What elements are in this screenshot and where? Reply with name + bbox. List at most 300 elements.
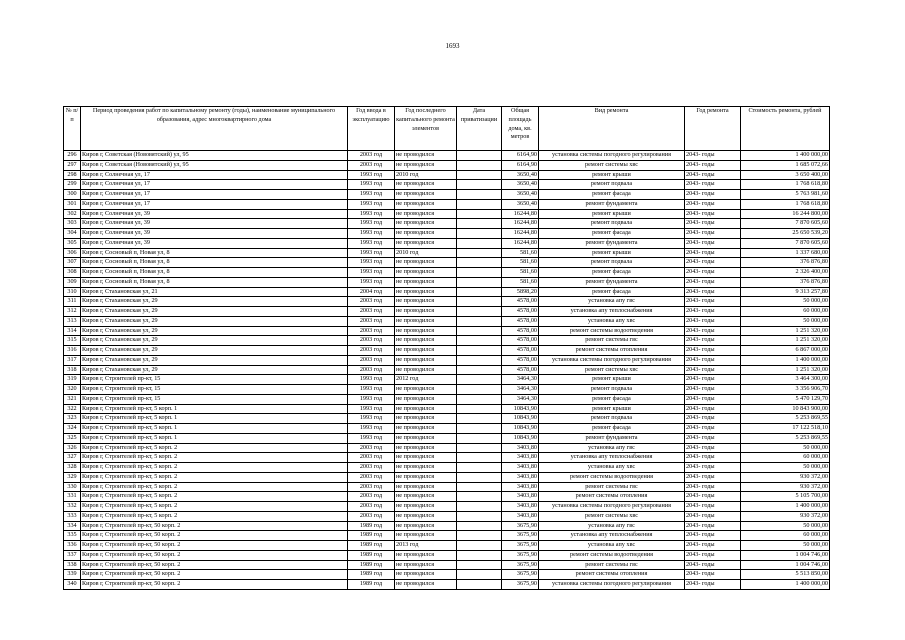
- row-repair-type: ремонт системы хвс: [539, 365, 685, 375]
- row-privatization-date: [457, 414, 502, 424]
- row-repair-cost: 1 004 746,00: [741, 550, 830, 560]
- table-row: [64, 404, 830, 414]
- row-total-area: 3403,80: [502, 492, 539, 502]
- row-repair-cost: 60 000,00: [741, 307, 830, 317]
- row-repair-type: ремонт фасада: [539, 190, 685, 200]
- row-repair-cost: 60 000,00: [741, 531, 830, 541]
- row-last-repair-year: не проводился: [395, 560, 457, 570]
- row-commission-year: 2003 год: [348, 511, 395, 521]
- row-total-area: 3650,40: [502, 170, 539, 180]
- row-total-area: 3675,90: [502, 550, 539, 560]
- row-number: 302: [64, 209, 81, 219]
- table-row: [64, 414, 830, 424]
- row-repair-year: 2043- годы: [685, 541, 741, 551]
- row-number: 331: [64, 492, 81, 502]
- row-repair-cost: 5 105 700,00: [741, 492, 830, 502]
- row-repair-type: установка апу хвс: [539, 541, 685, 551]
- row-last-repair-year: не проводился: [395, 219, 457, 229]
- row-total-area: 3403,80: [502, 472, 539, 482]
- row-repair-type: установка апу гвс: [539, 297, 685, 307]
- row-repair-type: ремонт подвала: [539, 180, 685, 190]
- row-last-repair-year: 2013 год: [395, 541, 457, 551]
- row-repair-type: ремонт крыши: [539, 170, 685, 180]
- row-last-repair-year: не проводился: [395, 209, 457, 219]
- row-commission-year: 2003 год: [348, 365, 395, 375]
- row-privatization-date: [457, 199, 502, 209]
- row-last-repair-year: не проводился: [395, 346, 457, 356]
- row-address: Киров г, Строителей пр-кт, 5 корп. 2: [81, 502, 348, 512]
- row-last-repair-year: не проводился: [395, 443, 457, 453]
- row-repair-cost: 376 876,80: [741, 258, 830, 268]
- row-repair-cost: 1 004 746,00: [741, 560, 830, 570]
- row-repair-type: ремонт фасада: [539, 229, 685, 239]
- row-privatization-date: [457, 463, 502, 473]
- row-number: 297: [64, 160, 81, 170]
- row-address: Киров г, Строителей пр-кт, 5 корп. 2: [81, 472, 348, 482]
- row-privatization-date: [457, 326, 502, 336]
- row-number: 320: [64, 385, 81, 395]
- row-total-area: 4578,00: [502, 336, 539, 346]
- row-commission-year: 1993 год: [348, 209, 395, 219]
- row-last-repair-year: не проводился: [395, 180, 457, 190]
- row-address: Киров г, Стахановская ул, 29: [81, 346, 348, 356]
- row-address: Киров г, Сосновый п, Новая ул, 8: [81, 248, 348, 258]
- row-last-repair-year: не проводился: [395, 238, 457, 248]
- table-row: [64, 229, 830, 239]
- row-address: Киров г, Строителей пр-кт, 5 корп. 1: [81, 433, 348, 443]
- row-repair-type: ремонт фасада: [539, 394, 685, 404]
- row-repair-cost: 6 867 000,00: [741, 346, 830, 356]
- table-row: [64, 394, 830, 404]
- row-repair-type: ремонт крыши: [539, 209, 685, 219]
- row-commission-year: 1993 год: [348, 229, 395, 239]
- row-last-repair-year: не проводился: [395, 258, 457, 268]
- row-repair-year: 2043- годы: [685, 199, 741, 209]
- row-total-area: 3675,90: [502, 531, 539, 541]
- row-repair-cost: 1 400 000,00: [741, 502, 830, 512]
- row-total-area: 3403,80: [502, 482, 539, 492]
- table-row: [64, 433, 830, 443]
- table-row: [64, 316, 830, 326]
- row-privatization-date: [457, 472, 502, 482]
- row-repair-type: ремонт фасада: [539, 287, 685, 297]
- header-total-area: Общая площадь дома, кв. метров: [502, 107, 539, 151]
- row-privatization-date: [457, 336, 502, 346]
- row-number: 304: [64, 229, 81, 239]
- row-repair-type: ремонт системы водоотведения: [539, 472, 685, 482]
- row-total-area: 16244,80: [502, 238, 539, 248]
- row-commission-year: 1993 год: [348, 375, 395, 385]
- row-repair-cost: 1 768 618,80: [741, 180, 830, 190]
- row-repair-cost: 7 870 605,60: [741, 219, 830, 229]
- row-last-repair-year: не проводился: [395, 472, 457, 482]
- row-repair-cost: 3 650 400,00: [741, 170, 830, 180]
- row-address: Киров г, Строителей пр-кт, 50 корп. 2: [81, 521, 348, 531]
- header-repair-year: Год ремонта: [685, 107, 741, 151]
- row-repair-type: установка апу теплоснабжения: [539, 531, 685, 541]
- row-repair-year: 2043- годы: [685, 453, 741, 463]
- row-repair-year: 2043- годы: [685, 482, 741, 492]
- row-commission-year: 1993 год: [348, 258, 395, 268]
- row-number: 306: [64, 248, 81, 258]
- row-repair-type: ремонт системы водоотведения: [539, 326, 685, 336]
- row-number: 299: [64, 180, 81, 190]
- row-repair-type: установка апу теплоснабжения: [539, 307, 685, 317]
- row-commission-year: 1989 год: [348, 531, 395, 541]
- row-privatization-date: [457, 151, 502, 161]
- row-last-repair-year: 2010 год: [395, 170, 457, 180]
- table-row: [64, 297, 830, 307]
- row-repair-cost: 1 400 000,00: [741, 355, 830, 365]
- page-number: 1693: [445, 42, 460, 50]
- row-repair-cost: 930 372,00: [741, 511, 830, 521]
- row-commission-year: 1993 год: [348, 424, 395, 434]
- row-repair-cost: 930 372,00: [741, 472, 830, 482]
- row-address: Киров г, Солнечная ул, 17: [81, 199, 348, 209]
- row-repair-year: 2043- годы: [685, 326, 741, 336]
- row-commission-year: 1993 год: [348, 248, 395, 258]
- row-last-repair-year: не проводился: [395, 326, 457, 336]
- row-privatization-date: [457, 297, 502, 307]
- row-total-area: 3403,80: [502, 511, 539, 521]
- row-number: 327: [64, 453, 81, 463]
- row-privatization-date: [457, 502, 502, 512]
- row-total-area: 581,60: [502, 248, 539, 258]
- row-total-area: 10843,90: [502, 424, 539, 434]
- row-repair-type: ремонт системы хвс: [539, 511, 685, 521]
- row-commission-year: 2003 год: [348, 482, 395, 492]
- row-commission-year: 1989 год: [348, 550, 395, 560]
- row-repair-cost: 50 000,00: [741, 463, 830, 473]
- header-commission-year: Год ввода в эксплуатацию: [348, 107, 395, 151]
- row-repair-type: установка апу хвс: [539, 463, 685, 473]
- row-repair-year: 2043- годы: [685, 297, 741, 307]
- row-total-area: 3403,80: [502, 463, 539, 473]
- row-commission-year: 2003 год: [348, 316, 395, 326]
- row-repair-type: ремонт подвала: [539, 258, 685, 268]
- row-privatization-date: [457, 511, 502, 521]
- header-repair-cost: Стоимость ремонта, рублей: [741, 107, 830, 151]
- row-repair-year: 2043- годы: [685, 424, 741, 434]
- row-total-area: 4578,00: [502, 326, 539, 336]
- row-last-repair-year: не проводился: [395, 433, 457, 443]
- table-row: [64, 199, 830, 209]
- row-commission-year: 1989 год: [348, 580, 395, 590]
- row-repair-year: 2043- годы: [685, 394, 741, 404]
- row-privatization-date: [457, 277, 502, 287]
- row-address: Киров г, Строителей пр-кт, 15: [81, 394, 348, 404]
- row-privatization-date: [457, 238, 502, 248]
- row-commission-year: 2003 год: [348, 463, 395, 473]
- row-repair-year: 2043- годы: [685, 316, 741, 326]
- row-privatization-date: [457, 560, 502, 570]
- row-address: Киров г, Стахановская ул, 29: [81, 336, 348, 346]
- table-row: [64, 209, 830, 219]
- row-repair-cost: 50 000,00: [741, 541, 830, 551]
- row-address: Киров г, Солнечная ул, 39: [81, 229, 348, 239]
- table-row: [64, 541, 830, 551]
- row-total-area: 3403,80: [502, 443, 539, 453]
- header-privatization-date: Дата приватизации: [457, 107, 502, 151]
- row-repair-type: ремонт системы отопления: [539, 570, 685, 580]
- row-privatization-date: [457, 287, 502, 297]
- row-last-repair-year: не проводился: [395, 492, 457, 502]
- table-row: [64, 190, 830, 200]
- row-repair-cost: 1 768 618,80: [741, 199, 830, 209]
- row-repair-cost: 25 650 539,20: [741, 229, 830, 239]
- row-last-repair-year: не проводился: [395, 355, 457, 365]
- row-privatization-date: [457, 394, 502, 404]
- row-last-repair-year: не проводился: [395, 394, 457, 404]
- row-repair-year: 2043- годы: [685, 570, 741, 580]
- row-total-area: 3650,40: [502, 190, 539, 200]
- row-address: Киров г, Солнечная ул, 17: [81, 170, 348, 180]
- row-number: 328: [64, 463, 81, 473]
- row-number: 337: [64, 550, 81, 560]
- row-number: 323: [64, 414, 81, 424]
- row-last-repair-year: не проводился: [395, 570, 457, 580]
- row-last-repair-year: не проводился: [395, 160, 457, 170]
- row-repair-type: ремонт системы гвс: [539, 336, 685, 346]
- table-row: [64, 355, 830, 365]
- row-number: 322: [64, 404, 81, 414]
- row-repair-year: 2043- годы: [685, 229, 741, 239]
- row-repair-year: 2043- годы: [685, 258, 741, 268]
- header-last-repair-year: Год последнего капитального ремонта элементов: [395, 107, 457, 151]
- row-repair-type: ремонт системы хвс: [539, 160, 685, 170]
- row-commission-year: 1989 год: [348, 541, 395, 551]
- row-commission-year: 1993 год: [348, 199, 395, 209]
- row-repair-year: 2043- годы: [685, 219, 741, 229]
- row-last-repair-year: не проводился: [395, 307, 457, 317]
- row-address: Киров г, Стахановская ул, 29: [81, 326, 348, 336]
- row-total-area: 3675,90: [502, 580, 539, 590]
- row-last-repair-year: не проводился: [395, 287, 457, 297]
- row-repair-type: ремонт фасада: [539, 268, 685, 278]
- row-privatization-date: [457, 385, 502, 395]
- row-repair-year: 2043- годы: [685, 170, 741, 180]
- row-last-repair-year: не проводился: [395, 336, 457, 346]
- row-commission-year: 1993 год: [348, 180, 395, 190]
- row-repair-type: ремонт системы водоотведения: [539, 550, 685, 560]
- table-row: [64, 443, 830, 453]
- table-row: [64, 365, 830, 375]
- row-commission-year: 2003 год: [348, 307, 395, 317]
- table-row: [64, 424, 830, 434]
- row-privatization-date: [457, 541, 502, 551]
- header-repair-type: Вид ремонта: [539, 107, 685, 151]
- row-address: Киров г, Стахановская ул, 29: [81, 316, 348, 326]
- row-commission-year: 1993 год: [348, 277, 395, 287]
- row-total-area: 4578,00: [502, 365, 539, 375]
- row-repair-year: 2043- годы: [685, 560, 741, 570]
- row-repair-year: 2043- годы: [685, 414, 741, 424]
- row-last-repair-year: не проводился: [395, 482, 457, 492]
- row-last-repair-year: не проводился: [395, 424, 457, 434]
- row-address: Киров г, Солнечная ул, 17: [81, 190, 348, 200]
- table-row: [64, 482, 830, 492]
- row-repair-year: 2043- годы: [685, 355, 741, 365]
- row-commission-year: 1993 год: [348, 219, 395, 229]
- table-row: [64, 151, 830, 161]
- row-repair-year: 2043- годы: [685, 550, 741, 560]
- row-commission-year: 2003 год: [348, 151, 395, 161]
- row-repair-cost: 3 356 906,70: [741, 385, 830, 395]
- row-privatization-date: [457, 404, 502, 414]
- row-repair-cost: 376 876,80: [741, 277, 830, 287]
- row-repair-cost: 1 251 320,00: [741, 336, 830, 346]
- row-privatization-date: [457, 268, 502, 278]
- row-privatization-date: [457, 443, 502, 453]
- row-repair-type: установка системы погодного регулирования: [539, 355, 685, 365]
- row-address: Киров г, Сосновый п, Новая ул, 8: [81, 268, 348, 278]
- row-number: 329: [64, 472, 81, 482]
- row-address: Киров г, Советская (Нововятский) ул, 95: [81, 160, 348, 170]
- row-repair-year: 2043- годы: [685, 463, 741, 473]
- row-total-area: 3675,90: [502, 570, 539, 580]
- row-address: Киров г, Советская (Нововятский) ул, 95: [81, 151, 348, 161]
- row-address: Киров г, Строителей пр-кт, 50 корп. 2: [81, 580, 348, 590]
- row-address: Киров г, Стахановская ул, 21: [81, 287, 348, 297]
- row-last-repair-year: не проводился: [395, 190, 457, 200]
- row-last-repair-year: не проводился: [395, 414, 457, 424]
- row-total-area: 4578,00: [502, 307, 539, 317]
- row-commission-year: 2003 год: [348, 492, 395, 502]
- row-repair-year: 2043- годы: [685, 277, 741, 287]
- row-total-area: 16244,80: [502, 229, 539, 239]
- row-last-repair-year: не проводился: [395, 550, 457, 560]
- row-address: Киров г, Строителей пр-кт, 50 корп. 2: [81, 550, 348, 560]
- row-commission-year: 1989 год: [348, 560, 395, 570]
- row-repair-year: 2043- годы: [685, 531, 741, 541]
- row-address: Киров г, Строителей пр-кт, 5 корп. 1: [81, 424, 348, 434]
- row-privatization-date: [457, 570, 502, 580]
- row-repair-year: 2043- годы: [685, 190, 741, 200]
- row-total-area: 6164,90: [502, 160, 539, 170]
- row-repair-cost: 9 313 257,80: [741, 287, 830, 297]
- row-repair-cost: 16 244 800,00: [741, 209, 830, 219]
- row-number: 318: [64, 365, 81, 375]
- row-total-area: 3675,90: [502, 521, 539, 531]
- row-repair-year: 2043- годы: [685, 151, 741, 161]
- row-privatization-date: [457, 180, 502, 190]
- row-repair-year: 2043- годы: [685, 492, 741, 502]
- row-repair-cost: 5 763 981,60: [741, 190, 830, 200]
- row-number: 312: [64, 307, 81, 317]
- row-repair-year: 2043- годы: [685, 209, 741, 219]
- row-privatization-date: [457, 453, 502, 463]
- table-header-row: [64, 107, 830, 151]
- row-last-repair-year: не проводился: [395, 521, 457, 531]
- row-commission-year: 2003 год: [348, 355, 395, 365]
- row-last-repair-year: не проводился: [395, 404, 457, 414]
- row-address: Киров г, Строителей пр-кт, 5 корп. 2: [81, 511, 348, 521]
- row-number: 310: [64, 287, 81, 297]
- table-row: [64, 287, 830, 297]
- row-privatization-date: [457, 482, 502, 492]
- row-repair-cost: 5 253 869,55: [741, 414, 830, 424]
- row-total-area: 3464,30: [502, 394, 539, 404]
- row-commission-year: 1993 год: [348, 404, 395, 414]
- row-repair-year: 2043- годы: [685, 287, 741, 297]
- row-repair-year: 2043- годы: [685, 160, 741, 170]
- row-privatization-date: [457, 355, 502, 365]
- row-repair-cost: 1 251 320,00: [741, 326, 830, 336]
- table-row: [64, 453, 830, 463]
- table-row: [64, 492, 830, 502]
- row-repair-year: 2043- годы: [685, 268, 741, 278]
- row-address: Киров г, Строителей пр-кт, 5 корп. 2: [81, 453, 348, 463]
- row-repair-year: 2043- годы: [685, 433, 741, 443]
- row-address: Киров г, Стахановская ул, 29: [81, 297, 348, 307]
- row-commission-year: 1989 год: [348, 570, 395, 580]
- row-repair-year: 2043- годы: [685, 336, 741, 346]
- row-number: 321: [64, 394, 81, 404]
- row-repair-type: ремонт подвала: [539, 219, 685, 229]
- row-repair-type: ремонт крыши: [539, 248, 685, 258]
- row-commission-year: 2003 год: [348, 453, 395, 463]
- row-total-area: 4578,00: [502, 346, 539, 356]
- row-number: 324: [64, 424, 81, 434]
- row-repair-type: ремонт фасада: [539, 424, 685, 434]
- row-repair-year: 2043- годы: [685, 375, 741, 385]
- row-repair-cost: 1 400 000,00: [741, 151, 830, 161]
- row-repair-year: 2043- годы: [685, 307, 741, 317]
- row-number: 308: [64, 268, 81, 278]
- row-number: 314: [64, 326, 81, 336]
- row-repair-cost: 5 253 869,55: [741, 433, 830, 443]
- row-number: 330: [64, 482, 81, 492]
- row-number: 298: [64, 170, 81, 180]
- row-privatization-date: [457, 258, 502, 268]
- table-row: [64, 560, 830, 570]
- row-repair-year: 2043- годы: [685, 580, 741, 590]
- row-commission-year: 1993 год: [348, 385, 395, 395]
- row-commission-year: 1993 год: [348, 190, 395, 200]
- row-number: 303: [64, 219, 81, 229]
- row-privatization-date: [457, 375, 502, 385]
- row-address: Киров г, Строителей пр-кт, 5 корп. 2: [81, 482, 348, 492]
- row-total-area: 4578,00: [502, 316, 539, 326]
- row-total-area: 3675,90: [502, 560, 539, 570]
- row-repair-cost: 1 251 320,00: [741, 365, 830, 375]
- table-row: [64, 160, 830, 170]
- row-privatization-date: [457, 580, 502, 590]
- row-last-repair-year: не проводился: [395, 531, 457, 541]
- row-repair-year: 2043- годы: [685, 238, 741, 248]
- row-repair-year: 2043- годы: [685, 511, 741, 521]
- row-last-repair-year: не проводился: [395, 199, 457, 209]
- table-row: [64, 580, 830, 590]
- table-row: [64, 463, 830, 473]
- row-repair-type: ремонт системы отопления: [539, 346, 685, 356]
- row-address: Киров г, Сосновый п, Новая ул, 8: [81, 277, 348, 287]
- row-repair-cost: 5 470 129,70: [741, 394, 830, 404]
- row-address: Киров г, Солнечная ул, 39: [81, 219, 348, 229]
- row-repair-year: 2043- годы: [685, 180, 741, 190]
- row-address: Киров г, Строителей пр-кт, 5 корп. 2: [81, 443, 348, 453]
- row-address: Киров г, Сосновый п, Новая ул, 8: [81, 258, 348, 268]
- row-total-area: 581,60: [502, 268, 539, 278]
- row-commission-year: 1993 год: [348, 394, 395, 404]
- row-repair-type: установка апу гвс: [539, 521, 685, 531]
- row-privatization-date: [457, 433, 502, 443]
- row-last-repair-year: не проводился: [395, 580, 457, 590]
- row-address: Киров г, Стахановская ул, 29: [81, 365, 348, 375]
- row-repair-cost: 50 000,00: [741, 443, 830, 453]
- row-repair-cost: 50 000,00: [741, 297, 830, 307]
- row-repair-cost: 5 513 850,00: [741, 570, 830, 580]
